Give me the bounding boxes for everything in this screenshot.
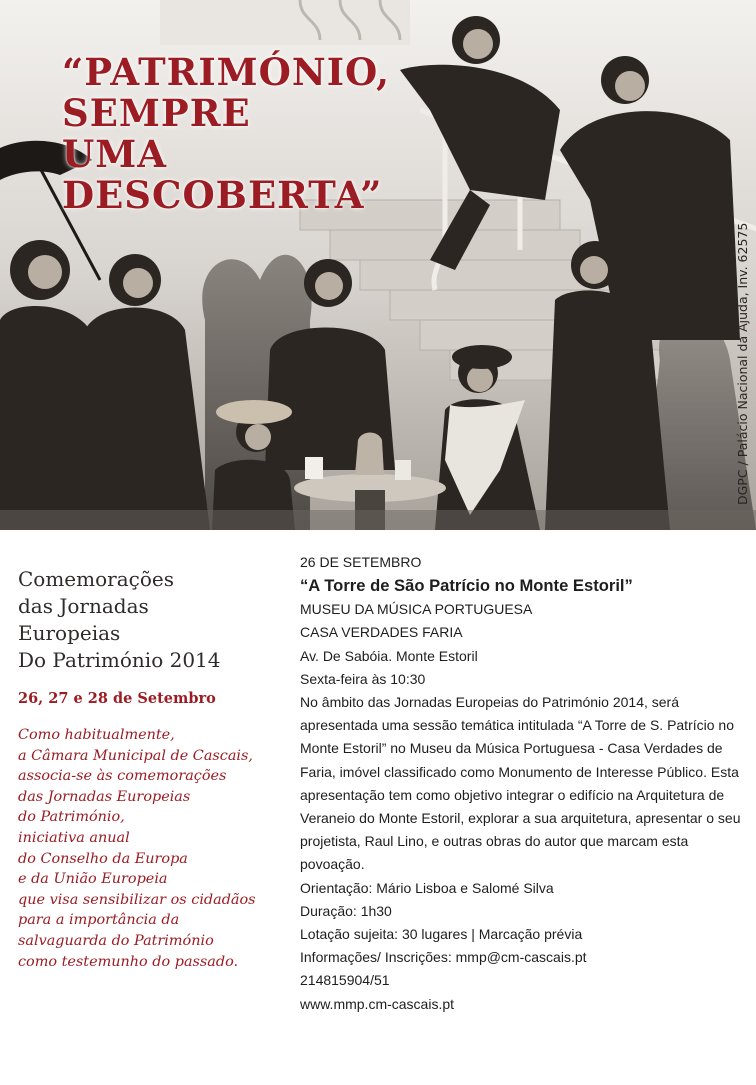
event-contact-email: Informações/ Inscrições: mmp@cm-cascais.pt: [300, 949, 587, 966]
event-description: No âmbito das Jornadas Europeias do Património 2014, será apresentada uma sessão temática intitulada “A Torre de S. Patrício no Monte Estoril” no Museu da Música Portuguesa - Casa Verdades de Faria, imóvel classificado como Monumento de Interesse Público. Esta apresentação tem como objetivo integrar o edifício na Arquitetura de Veraneio do Monte Estoril, explorar a sua arquitetura, apresentar o seu projetista, Raul Lino, e outras obras do autor que marcam esta povoação.: [300, 694, 741, 873]
left-column: [18, 566, 290, 972]
venue-name: MUSEU DA MÚSICA PORTUGUESA: [300, 601, 533, 618]
event-dates: 26, 27 e 28 de Setembro: [18, 690, 216, 707]
event-duration: Duração: 1h30: [300, 902, 392, 919]
venue-house: CASA VERDADES FARIA: [300, 624, 463, 641]
venue-address: Av. De Sabóia. Monte Estoril: [300, 647, 478, 664]
event-orientation: Orientação: Mário Lisboa e Salomé Silva: [300, 879, 554, 896]
event-details: [300, 551, 748, 1016]
event-capacity: Lotação sujeita: 30 lugares | Marcação prévia: [300, 926, 583, 943]
slogan-headline: “PATRIMÓNIO, SEMPRE UMA DESCOBERTA”: [62, 50, 390, 217]
event-website: www.mmp.cm-cascais.pt: [300, 995, 455, 1012]
event-phone: 214815904/51: [300, 972, 390, 989]
intro-text: Como habitualmente, a Câmara Municipal de Cascais, associa-se às comemorações das Jornadas Europeias do Património, iniciativa anual do Conselho da Europa e da União Europeia que visa sensibilizar os cidadãos para a importância da salvaguarda do Património como testemunho do passado.: [18, 727, 256, 970]
event-date: 26 DE SETEMBRO: [300, 554, 422, 570]
page-heading: Comemorações das Jornadas Europeias Do Património 2014: [18, 567, 221, 672]
event-title: “A Torre de São Patrício no Monte Estoril”: [300, 576, 633, 596]
photo-credit: DGPC / Palácio Nacional da Ajuda, Inv. 62575: [735, 222, 750, 505]
event-time: Sexta-feira às 10:30: [300, 670, 426, 687]
hero-photo: [0, 0, 756, 530]
